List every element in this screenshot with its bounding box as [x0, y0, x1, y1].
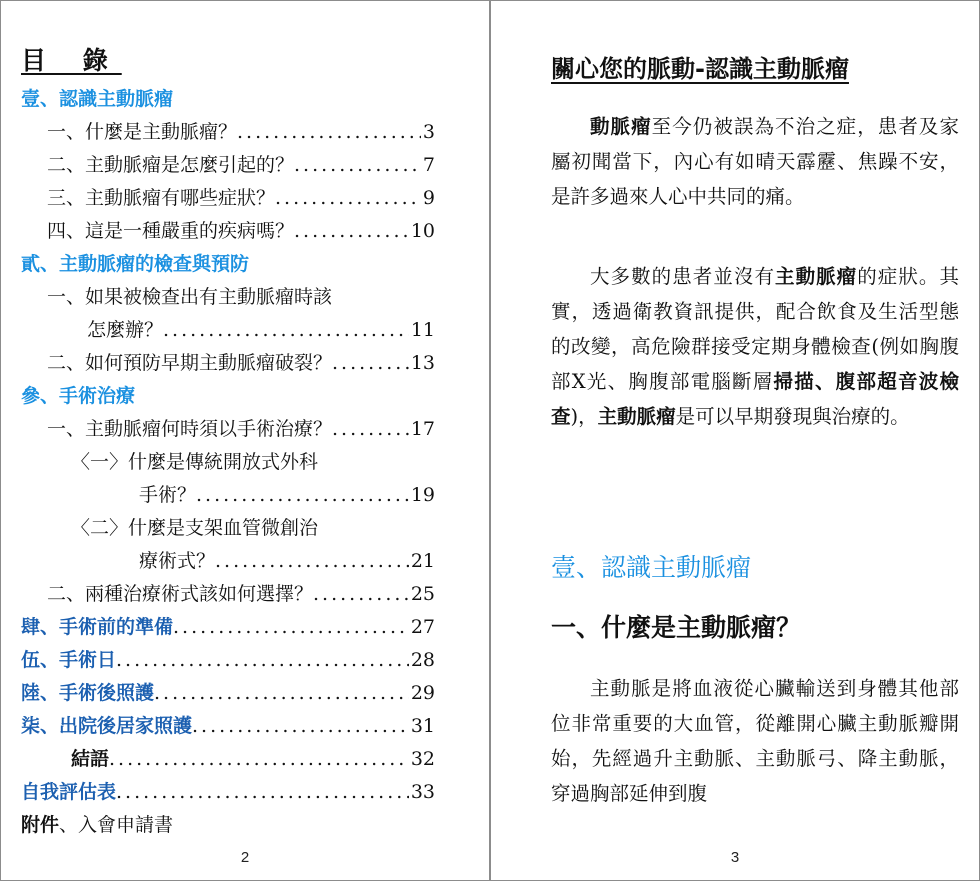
toc-leader	[275, 182, 421, 215]
toc-item-title: 四、這是一種嚴重的疾病嗎？	[47, 220, 295, 242]
toc-item-title: 手術？	[139, 484, 197, 506]
toc-item-page: 29	[410, 682, 435, 704]
toc-item-title: 陸、手術後照護	[21, 682, 155, 704]
toc-item[interactable]	[21, 149, 435, 182]
paragraph-text: 是可以早期發現與治療的。	[675, 405, 910, 428]
toc-item-page: 19	[410, 484, 435, 506]
toc-item-title: 伍、手術日	[21, 649, 117, 671]
appendix-text: 、入會申請書	[59, 814, 174, 836]
paragraph-text: 的症狀。其實，透過衛教資訊提供，配合飲食及生活型態的改變，高危險群接受定期身體檢查(例如胸腹部X光、胸腹部電腦斷層	[551, 265, 959, 393]
toc-item-page: 28	[410, 649, 435, 671]
toc-self-assessment[interactable]	[21, 776, 435, 809]
toc-item-page: 25	[410, 583, 435, 605]
bold-term: 動脈瘤	[590, 115, 652, 138]
toc-leader	[313, 578, 409, 611]
toc-leader	[215, 545, 409, 578]
toc-item-title: 二、如何預防早期主動脈瘤破裂？	[47, 352, 333, 374]
toc-item-title: 療術式？	[139, 550, 216, 572]
toc-item[interactable]	[21, 347, 435, 380]
toc-leader	[237, 116, 421, 149]
toc-item-title: 一、什麼是主動脈瘤？	[47, 121, 238, 143]
toc-leader	[332, 413, 409, 446]
toc-chapter-1[interactable]: 壹、認識主動脈瘤	[21, 88, 174, 110]
toc-item[interactable]	[21, 413, 435, 446]
toc-item-title: 柒、出院後居家照護	[21, 715, 193, 737]
toc-item-title: 〈二〉什麼是支架血管微創治	[71, 517, 319, 539]
subsection-heading: 一、什麼是主動脈瘤？	[551, 613, 802, 642]
toc-leader	[116, 644, 409, 677]
paragraph-text: 至今仍被誤為不治之症，患者及家屬初聞當下，內心有如晴天霹靂、焦躁不安，是許多過來人心中共同的痛。	[551, 115, 959, 208]
right-page	[490, 0, 980, 881]
bold-term: 主動脈瘤	[775, 265, 858, 288]
toc-leader	[192, 710, 409, 743]
toc-leader	[116, 776, 409, 809]
table-of-contents	[21, 45, 435, 842]
toc-item[interactable]	[21, 281, 435, 314]
toc-item[interactable]	[21, 116, 435, 149]
toc-chapter-7[interactable]	[21, 710, 435, 743]
page-title: 關心您的脈動-認識主動脈瘤	[551, 55, 849, 83]
toc-item-page: 33	[410, 781, 435, 803]
toc-chapter-3[interactable]: 參、手術治療	[21, 385, 136, 407]
toc-leader	[109, 743, 409, 776]
toc-item-title: 三、主動脈瘤有哪些症狀？	[47, 187, 276, 209]
toc-leader	[196, 479, 409, 512]
toc-item-continuation[interactable]	[21, 314, 435, 347]
toc-item-title: 結語	[71, 748, 110, 770]
toc-item-title: 〈一〉什麼是傳統開放式外科	[71, 451, 319, 473]
toc-item-continuation[interactable]	[21, 479, 435, 512]
appendix-label: 附件	[21, 814, 60, 836]
toc-leader	[173, 611, 409, 644]
paragraph-text: )，	[570, 405, 598, 428]
toc-item-title: 怎麼辦？	[87, 319, 164, 341]
toc-item[interactable]	[21, 182, 435, 215]
toc-item-page: 21	[410, 550, 435, 572]
toc-chapter-6[interactable]	[21, 677, 435, 710]
toc-leader	[332, 347, 409, 380]
toc-chapter-4[interactable]	[21, 611, 435, 644]
toc-item-page: 32	[410, 748, 435, 770]
toc-chapter-2[interactable]: 貳、主動脈瘤的檢查與預防	[21, 253, 250, 275]
toc-item-page: 27	[410, 616, 435, 638]
toc-item-page: 13	[410, 352, 435, 374]
toc-item[interactable]	[21, 215, 435, 248]
toc-item-page: 11	[410, 319, 435, 341]
toc-subitem[interactable]	[21, 512, 435, 545]
intro-paragraph	[551, 109, 959, 214]
toc-item-title: 一、主動脈瘤何時須以手術治療？	[47, 418, 333, 440]
page-number: 3	[730, 849, 740, 866]
toc-leader	[294, 215, 409, 248]
toc-item-page: 3	[422, 121, 435, 143]
bold-term: 主動脈瘤	[597, 405, 676, 428]
toc-item-continuation[interactable]	[21, 545, 435, 578]
toc-item-title: 一、如果被檢查出有主動脈瘤時該	[47, 286, 333, 308]
toc-subitem[interactable]	[21, 446, 435, 479]
toc-appendix[interactable]	[21, 809, 435, 842]
section-heading: 壹、認識主動脈瘤	[551, 553, 752, 582]
toc-item-page: 31	[410, 715, 435, 737]
toc-item-title: 二、兩種治療術式該如何選擇？	[47, 583, 314, 605]
toc-item-page: 7	[422, 154, 435, 176]
toc-item-page: 10	[410, 220, 435, 242]
page-number: 2	[240, 849, 250, 866]
toc-item-page: 9	[422, 187, 435, 209]
toc-conclusion[interactable]	[21, 743, 435, 776]
body-paragraph: 主動脈是將血液從心臟輸送到身體其他部位非常重要的大血管，從離開心臟主動脈瓣開始，先經過升主動脈、主動脈弓、降主動脈，穿過胸部延伸到腹	[551, 677, 959, 805]
toc-chapter-5[interactable]	[21, 644, 435, 677]
bold-term: 掃描、腹部超音波檢查	[551, 370, 959, 428]
toc-item-title: 自我評估表	[21, 781, 117, 803]
paragraph-text: 大多數的患者並沒有	[590, 265, 776, 288]
toc-leader	[154, 677, 409, 710]
toc-item-title: 二、主動脈瘤是怎麼引起的？	[47, 154, 295, 176]
toc-item-title: 肆、手術前的準備	[21, 616, 174, 638]
body-paragraph	[551, 259, 959, 434]
toc-leader	[163, 314, 409, 347]
toc-item-page: 17	[410, 418, 435, 440]
toc-leader	[294, 149, 421, 182]
toc-item[interactable]	[21, 578, 435, 611]
toc-title: 目 錄	[21, 46, 122, 75]
